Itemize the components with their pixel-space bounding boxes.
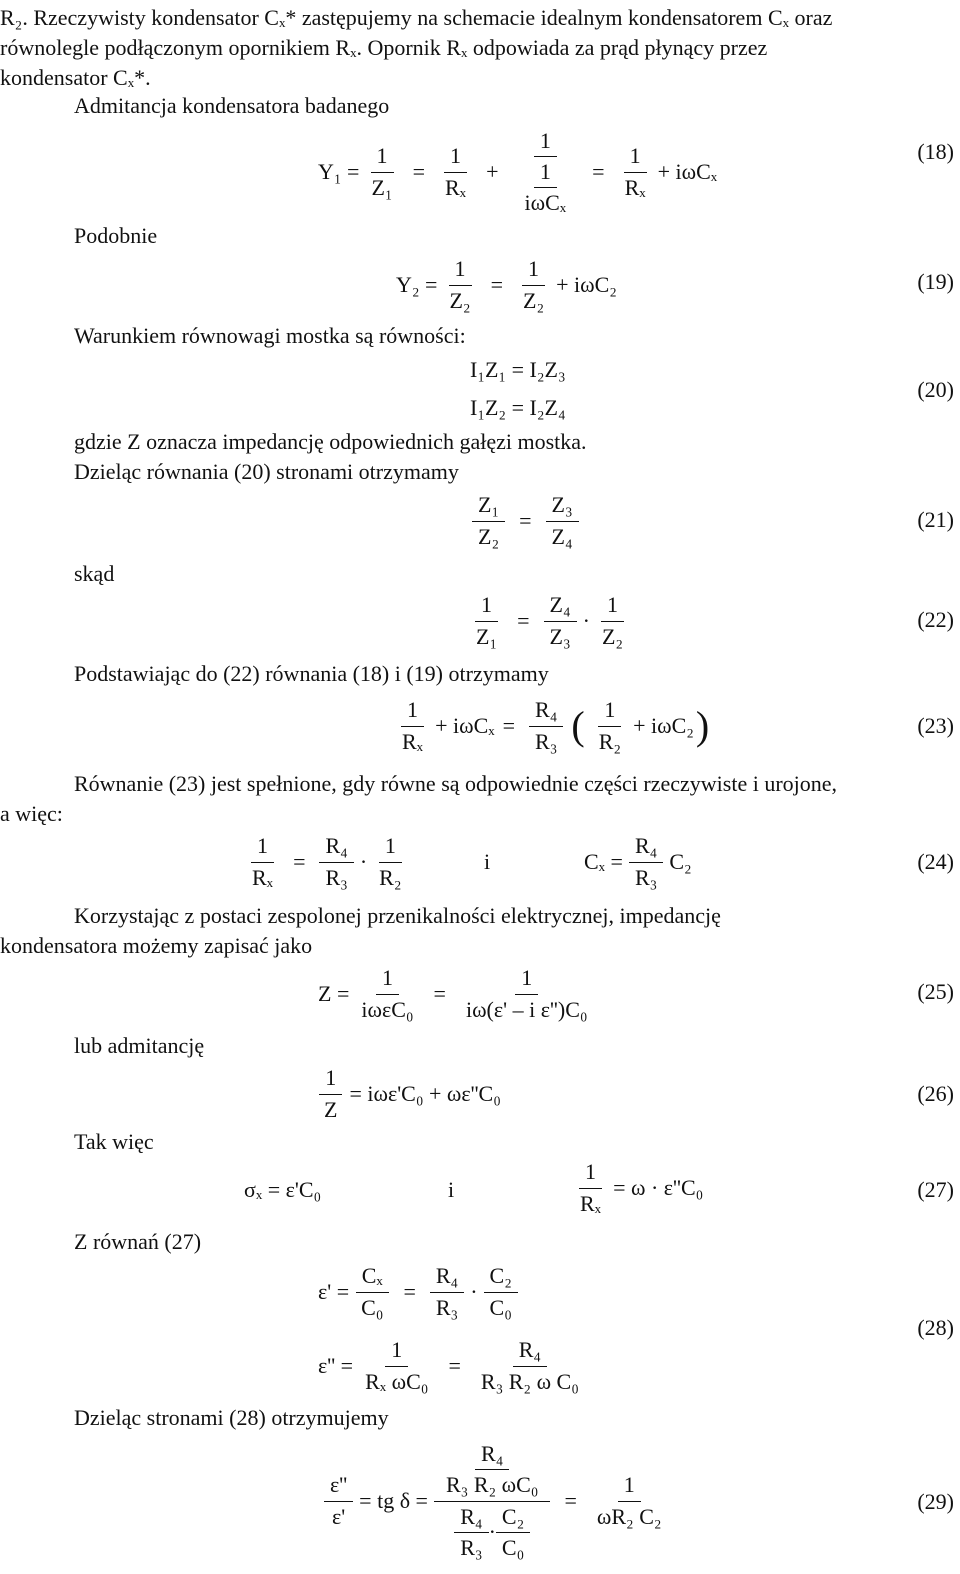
- eq27-lhs: σₓ = ε'C₀: [244, 1177, 322, 1202]
- gdzie-text: gdzie Z oznacza impedancję odpowiednich gałęzi mostka.: [74, 429, 587, 454]
- eq29-mid: = tg δ =: [359, 1487, 428, 1513]
- eqnum-26: (26): [917, 1081, 954, 1106]
- eqnum-21: (21): [917, 507, 954, 532]
- eq29-frac-1: $\frac{\varepsilon''}{\varepsilon'}$: [324, 1473, 353, 1528]
- eq23-frac-2: $\frac{\text{R₄}}{\text{R₃}}$: [529, 698, 563, 753]
- rownanie-line-2: a więc:: [0, 801, 63, 826]
- podobnie-text: Podobnie: [74, 223, 158, 248]
- eq24-frac-3: $\frac{1}{\text{R₂}}$: [379, 833, 402, 890]
- eq25-frac-2: $\frac{1}{\text{iω(ε' – i ε'')C₀}}$: [465, 965, 588, 1022]
- equation-19: Y₂ = $\frac{1}{\text{Z₂}}$ = $\frac{1}{\text{Z₂}}$ + iωC₂: [396, 256, 617, 313]
- eq21-frac-2: $\frac{\text{Z₃}}{\text{Z₄}}$: [546, 493, 579, 548]
- eq22-frac-2: $\frac{\text{Z₄}}{\text{Z₃}}$: [544, 593, 577, 648]
- eq24-cx: Cₓ =: [584, 848, 623, 874]
- eq20-b: I₁Z₂ = I₂Z₄: [470, 395, 566, 420]
- korzystajac-line-1: Korzystając z postaci zespolonej przenikalności elektrycznej, impedancję: [74, 903, 721, 928]
- korzystajac-line-2: kondensatora możemy zapisać jako: [0, 933, 313, 958]
- eqnum-22: (22): [917, 607, 954, 632]
- eq23-frac-1: $\frac{1}{\text{Rₓ}}$: [402, 697, 424, 754]
- eqnum-28: (28): [917, 1315, 954, 1340]
- podstawiajac-text: Podstawiając do (22) równania (18) i (19) otrzymamy: [74, 661, 549, 686]
- eq19-lhs: Y₂ =: [396, 271, 438, 297]
- eq28-frac-4: $\frac{1}{\text{Rₓ ωC₀}}$: [365, 1337, 429, 1394]
- eqnum-27: (27): [917, 1177, 954, 1202]
- eq22-frac-3: $\frac{1}{\text{Z₂}}$: [601, 592, 624, 649]
- eq20-a: I₁Z₁ = I₂Z₃: [470, 357, 566, 382]
- eq22-frac-1: $\frac{1}{\text{Z₁}}$: [476, 592, 498, 649]
- eq23-iwc2: + iωC₂: [633, 712, 694, 738]
- z-rownan-text: Z równań (27): [74, 1229, 202, 1254]
- equation-27-right: [568, 1152, 703, 1224]
- eq25-frac-1: $\frac{1}{\text{iωεC₀}}$: [361, 965, 414, 1022]
- eq24-i: i: [484, 849, 491, 874]
- equation-28-a: ε' = $\frac{\text{Cₓ}}{\text{C₀}}$ = $\frac{\text{R₄}}{\text{R₃}}$ · $\frac{\text{C₂}}{\text{C₀}}$: [318, 1256, 524, 1328]
- skad-text: skąd: [74, 561, 115, 586]
- eq29-frac-2: $\frac{\text{R₄}}{\text{R₃ R₂ ωC₀}}$ $\frac{\text{R₄}}{\text{R₃}}$ · $\frac{\text{C₂}}{\text{C₀}}$: [434, 1442, 551, 1560]
- eq18-frac-4: $\frac{1}{\text{Rₓ}}$: [624, 143, 646, 200]
- dzielac-text: Dzieląc równania (20) stronami otrzymamy: [74, 459, 459, 484]
- eq18-lhs: Y₁ =: [318, 158, 360, 184]
- eqnum-29: (29): [917, 1489, 954, 1514]
- eq28-frac-3: $\frac{\text{C₂}}{\text{C₀}}$: [484, 1264, 518, 1319]
- eq28-frac-5: $\frac{\text{R₄}}{\text{R₃ R₂ ω C₀}}$: [480, 1337, 579, 1394]
- eq27-i: i: [448, 1177, 455, 1202]
- equation-18: Y₁ = $\frac{1}{\text{Z₁}}$ = $\frac{1}{\text{Rₓ}}$ + $\frac{1}{\frac{1}{\text{iωCₓ}}}$ = $\frac{1}{\text{Rₓ}}$ + iωCₓ: [318, 127, 718, 216]
- eq24-frac-2: $\frac{\text{R₄}}{\text{R₃}}$: [319, 834, 353, 889]
- eqnum-23: (23): [917, 713, 954, 738]
- eqnum-18: (18): [917, 139, 954, 164]
- eq27-rhs: = ω · ε''C₀: [613, 1174, 704, 1200]
- equation-25: Z = $\frac{1}{\text{iωεC₀}}$ = $\frac{1}{\text{iω(ε' – i ε'')C₀}}$: [318, 958, 600, 1030]
- eq27-frac-1: $\frac{1}{\text{Rₓ}}$: [580, 1159, 602, 1216]
- intro-line-1: R₂. Rzeczywisty kondensator Cₓ* zastępujemy na schemacie idealnym kondensatorem Cₓ oraz: [0, 5, 833, 30]
- eq18-frac-1: $\frac{1}{\text{Z₁}}$: [371, 143, 393, 200]
- equation-22: $\frac{1}{\text{Z₁}}$ = $\frac{\text{Z₄}}{\text{Z₃}}$ · $\frac{1}{\text{Z₂}}$: [464, 586, 635, 656]
- lub-text: lub admitancję: [74, 1033, 205, 1058]
- equation-24-right: [584, 826, 692, 898]
- eq24-c2: C₂: [669, 848, 692, 874]
- equation-24-left: $\frac{1}{\text{Rₓ}}$ = $\frac{\text{R₄}}{\text{R₃}}$ · $\frac{1}{\text{R₂}}$: [240, 826, 414, 898]
- equation-21: $\frac{\text{Z₁}}{\text{Z₂}}$ = $\frac{\text{Z₃}}{\text{Z₄}}$: [466, 486, 585, 556]
- tak-text: Tak więc: [74, 1129, 154, 1154]
- eqnum-25: (25): [917, 979, 954, 1004]
- eq29-frac-3: $\frac{1}{\text{ωR₂ C₂}}$: [596, 1472, 662, 1529]
- admitancja-text: Admitancja kondensatora badanego: [74, 93, 390, 118]
- eq25-lhs: Z =: [318, 980, 350, 1006]
- eqnum-19: (19): [917, 269, 954, 294]
- eq28-frac-1: $\frac{\text{Cₓ}}{\text{C₀}}$: [355, 1264, 389, 1319]
- equation-23: $\frac{1}{\text{Rₓ}}$ + iωCₓ = $\frac{\text{R₄}}{\text{R₃}}$ ( $\frac{1}{\text{R₂}}$ + iωC₂ ): [390, 690, 711, 762]
- eqnum-20: (20): [917, 377, 954, 402]
- equation-26: [312, 1058, 501, 1130]
- eqnum-24: (24): [917, 849, 954, 874]
- intro-line-2: równolegle podłączonym opornikiem Rₓ. Opornik Rₓ odpowiada za prąd płynący przez: [0, 35, 768, 60]
- equation-28-b: ε'' = $\frac{1}{\text{Rₓ ωC₀}}$ = $\frac{\text{R₄}}{\text{R₃ R₂ ω C₀}}$: [318, 1330, 591, 1402]
- equation-29: $\frac{\varepsilon''}{\varepsilon'}$ = tg δ = $\frac{\text{R₄}}{\text{R₃ R₂ ωC₀}}$ $\frac{\text{R₄}}{\text{R₃}}$ · $\frac{\text{C₂}}{\text{C₀}}$ = $\frac{1}{\text{ωR₂ C₂}}$: [318, 1434, 674, 1568]
- eq23-frac-3: $\frac{1}{\text{R₂}}$: [598, 697, 622, 754]
- eq19-frac-2: $\frac{1}{\text{Z₂}}$: [523, 256, 545, 313]
- eq23-iwcx: + iωCₓ: [435, 712, 495, 738]
- eq18-frac-3: $\frac{1}{\frac{1}{\text{iωCₓ}}}$: [524, 127, 567, 216]
- eq28-a-lhs: ε' =: [318, 1278, 350, 1304]
- eq28-b-lhs: ε'' =: [318, 1352, 354, 1378]
- dzielac2-text: Dzieląc stronami (28) otrzymujemy: [74, 1405, 389, 1430]
- warunkiem-text: Warunkiem równowagi mostka są równości:: [74, 323, 466, 348]
- eq18-tail: + iωCₓ: [657, 158, 718, 184]
- eq21-frac-1: $\frac{\text{Z₁}}{\text{Z₂}}$: [472, 493, 505, 548]
- eq24-frac-4: $\frac{\text{R₄}}{\text{R₃}}$: [629, 834, 663, 889]
- eq19-tail: + iωC₂: [556, 271, 617, 297]
- eq24-frac-1: $\frac{1}{\text{Rₓ}}$: [252, 833, 274, 890]
- eq19-frac-1: $\frac{1}{\text{Z₂}}$: [449, 256, 471, 313]
- intro-line-3: kondensator Cₓ*.: [0, 65, 151, 90]
- rownanie-line-1: Równanie (23) jest spełnione, gdy równe są odpowiednie części rzeczywiste i urojone,: [74, 771, 838, 796]
- eq28-frac-2: $\frac{\text{R₄}}{\text{R₃}}$: [430, 1264, 464, 1319]
- eq18-frac-2: $\frac{1}{\text{Rₓ}}$: [445, 143, 467, 200]
- eq26-frac-1: $\frac{1}{Z}$: [318, 1066, 343, 1121]
- eq26-rhs: = iωε'C₀ + ωε''C₀: [349, 1080, 501, 1106]
